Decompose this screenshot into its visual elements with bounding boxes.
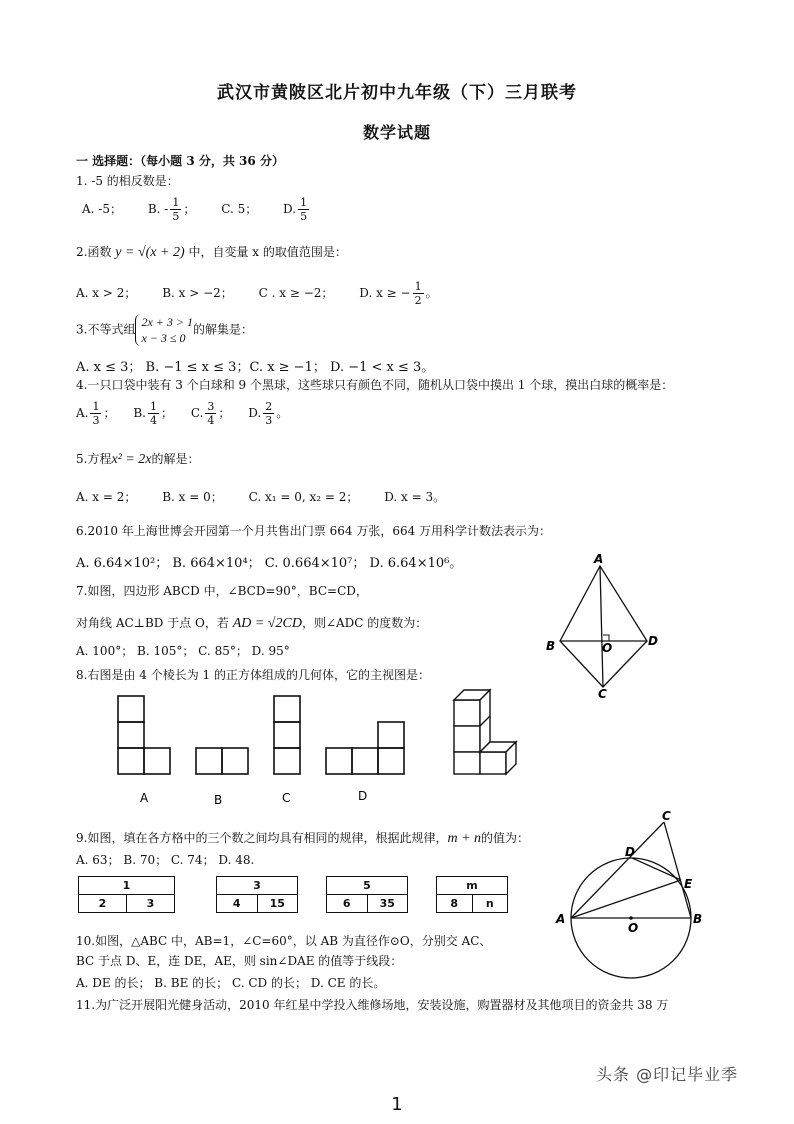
q1-option-c: C. 5；	[221, 202, 258, 216]
q2-stem: 2.函数 y = √(x + 2) 中，自变量 x 的取值范围是：	[76, 245, 347, 260]
q1-options	[82, 196, 333, 223]
q7-figure	[540, 550, 670, 700]
q10-segment-de	[632, 858, 681, 880]
q7-diagonal-ac	[600, 566, 603, 687]
q4-options	[76, 400, 310, 427]
q5-options	[76, 488, 467, 505]
q7-label-b: B	[546, 639, 556, 653]
q5-option-b: B. x = 0；	[162, 490, 223, 504]
q6-options: A. 6.64×10²； B. 664×10⁴； C. 0.664×10⁷； D. 6.64×10⁶。	[76, 556, 463, 571]
q1-stem: 1. -5 的相反数是：	[76, 174, 179, 188]
q2-option-b: B. x > −2；	[162, 286, 233, 300]
q10-label-a: A	[556, 912, 566, 926]
q9-box-3: 5 6 35	[326, 876, 408, 913]
q2-option-a: A. x > 2；	[76, 286, 137, 300]
q2-formula: y = √(x + 2)	[115, 245, 185, 260]
q10-stem-line2: BC 于点 D、E，连 DE，AE，则 sin∠DAE 的值等于线段：	[76, 954, 403, 968]
q8-stem: 8.右图是由 4 个棱长为 1 的正方体组成的几何体，它的主视图是：	[76, 668, 430, 682]
q8-view-b	[196, 748, 248, 774]
q8-label-b: B	[214, 793, 223, 807]
q7-options: A. 100°； B. 105°； C. 85°； D. 95°	[76, 644, 290, 658]
q3-options: A. x ≤ 3； B. −1 ≤ x ≤ 3；C. x ≥ −1； D. −1 < x ≤ 3。	[76, 360, 435, 375]
q4-stem: 4.一只口袋中装有 3 个白球和 9 个黑球，这些球只有颜色不同，随机从口袋中摸出 1 个球，摸出白球的概率是：	[76, 378, 674, 392]
q8-solid-figure	[448, 684, 528, 776]
document-subtitle: 数学试题	[362, 123, 431, 142]
q5-option-a: A. x = 2；	[76, 490, 137, 504]
q4-option-c: C. $\frac{3}{4}$ ；	[190, 400, 231, 427]
q7-formula: AD = √2CD	[232, 616, 302, 631]
q2-options	[76, 280, 460, 307]
q10-label-c: C	[662, 810, 671, 823]
q9-options: A. 63； B. 70； C. 74； D. 48.	[76, 853, 255, 867]
q10-label-o: O	[628, 921, 639, 935]
q7-label-o: O	[602, 641, 613, 655]
q6-stem: 6.2010 年上海世博会开园第一个月共售出门票 664 万张，664 万用科学计数法表示为：	[76, 524, 552, 538]
q8-view-c	[274, 696, 300, 774]
q7-label-c: C	[598, 687, 607, 700]
q10-options: A. DE 的长； B. BE 的长； C. CD 的长； D. CE 的长。	[76, 976, 386, 990]
q7-label-a: A	[594, 552, 604, 566]
q10-label-b: B	[693, 912, 703, 926]
q7-stem-line2: 对角线 AC⊥BD 于点 O，若 AD = √2CD，则∠ADC 的度数为：	[76, 616, 428, 631]
q1-option-d: D. $\frac{1}{5}$	[283, 196, 308, 223]
q9-box-1: 1 2 3	[78, 876, 175, 913]
watermark: 头条 @印记毕业季	[596, 1065, 739, 1084]
document-title: 武汉市黄陂区北片初中九年级（下）三月联考	[217, 83, 577, 103]
page-number: 1	[391, 1094, 403, 1115]
q4-option-d: D. $\frac{2}{3}$ 。	[248, 400, 289, 427]
q10-figure	[552, 810, 712, 990]
q11-stem: 11.为广泛开展阳光健身活动，2010 年红星中学投入维修场地，安装设施，购置器材及其他项目的资金共 38 万	[76, 998, 669, 1012]
q7-stem: 7.如图，四边形 ABCD 中，∠BCD=90°，BC=CD，	[76, 584, 368, 598]
q5-formula: x² = 2x	[111, 452, 152, 467]
q3-inequality-system: 2x + 3 > 1 x − 3 ≤ 0	[135, 314, 193, 346]
section-heading: 一 选择题：（每小题 3 分，共 36 分）	[76, 154, 284, 168]
q7-label-d: D	[648, 634, 658, 648]
q7-quadrilateral	[560, 566, 647, 687]
q2-option-d: D. x ≥ − $\frac{1}{2}$ 。	[359, 280, 438, 307]
q1-option-b: B. - $\frac{1}{5}$ ；	[147, 196, 196, 223]
q10-label-e: E	[684, 877, 693, 891]
q10-label-d: D	[625, 845, 635, 859]
q4-option-b: B. $\frac{1}{4}$ ；	[133, 400, 173, 427]
q9-box-2: 3 4 15	[216, 876, 298, 913]
q10-segment-ae	[571, 880, 681, 918]
q3-stem: 3.不等式组 2x + 3 > 1 x − 3 ≤ 0 的解集是：	[76, 315, 253, 345]
q10-stem-line1: 10.如图，△ABC 中，AB=1，∠C=60°，以 AB 为直径作⊙O，分别交 AC、	[76, 934, 492, 948]
q8-label-c: C	[282, 791, 291, 805]
q5-option-d: D. x = 3。	[384, 490, 446, 504]
q10-segment-ac	[571, 822, 664, 918]
q9-box-4: m 8 n	[436, 876, 508, 913]
q1-option-a: A. -5；	[82, 202, 122, 216]
q5-option-c: C. x₁ = 0, x₂ = 2；	[248, 490, 359, 504]
q9-stem: 9.如图，填在各方格中的三个数之间均具有相同的规律，根据此规律，m + n的值为：	[76, 831, 530, 846]
q8-label-d: D	[358, 789, 368, 803]
q2-option-c: C . x ≥ −2；	[258, 286, 334, 300]
q5-stem: 5.方程x² = 2x的解是：	[76, 452, 200, 467]
q9-formula: m + n	[447, 831, 482, 846]
q4-option-a: A. $\frac{1}{3}$ ；	[76, 400, 116, 427]
q8-view-a	[118, 696, 170, 774]
q8-label-a: A	[140, 791, 149, 805]
q8-view-d	[326, 722, 404, 774]
